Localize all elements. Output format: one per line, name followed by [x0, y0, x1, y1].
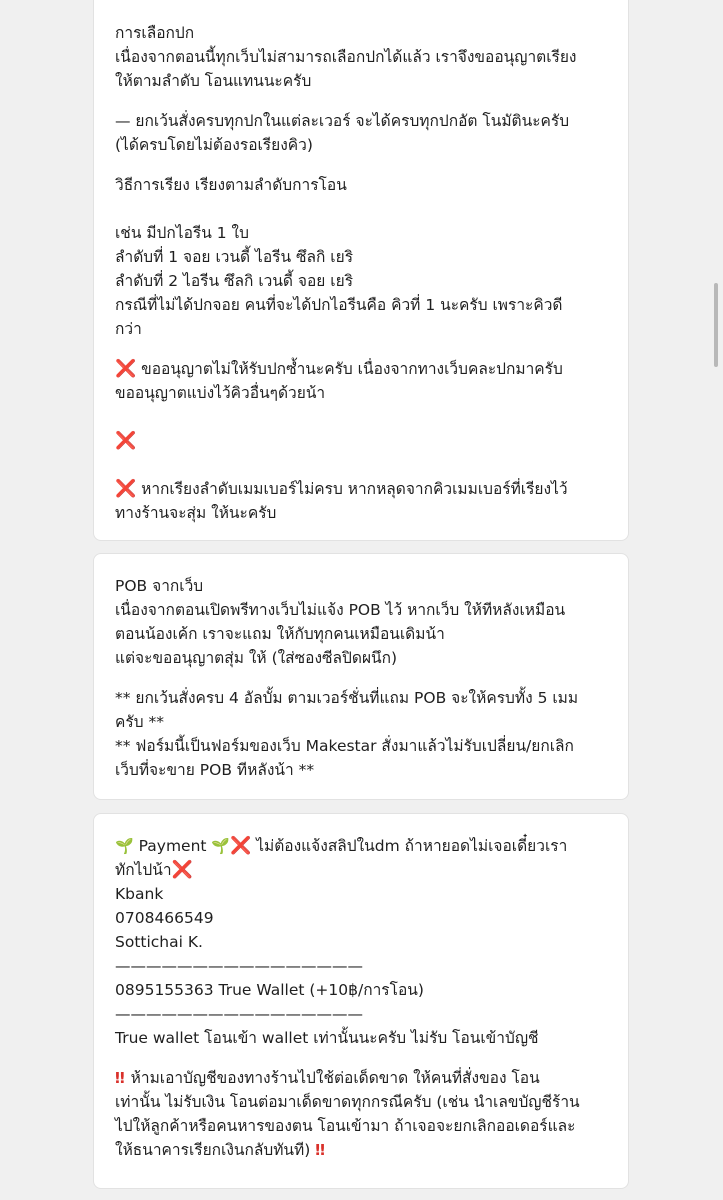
- cross-mark-icon: ❌: [115, 479, 137, 499]
- bank-name: Kbank: [115, 885, 164, 903]
- text-line: ให้ตามลำดับ โอนแทนนะครับ: [115, 72, 312, 90]
- text-line: ❌ ขออนุญาตไม่ให้รับปกซ้ำนะครับ เนื่องจากทางเว็บคละปกมาครับ: [115, 359, 563, 379]
- divider-line: ————————————————: [115, 957, 363, 975]
- text-line: กรณีที่ไม่ได้ปกจอย คนที่จะได้ปกไอรีนคือ คิวที่ 1 นะครับ เพราะคิวดี: [115, 296, 563, 314]
- double-exclamation-icon: ‼: [315, 1141, 322, 1159]
- cross-mark-icon: ❌: [230, 836, 252, 856]
- text-line: เนื่องจากตอนนี้ทุกเว็บไม่สามารถเลือกปกได้แล้ว เราจึงขออนุญาตเรียง: [115, 48, 577, 66]
- card-pob: [93, 553, 629, 800]
- cross-mark-icon: ❌: [115, 431, 137, 451]
- seedling-icon: 🌱: [115, 837, 134, 855]
- text-line: ** ฟอร์มนี้เป็นฟอร์มของเว็บ Makestar สั่งมาแล้วไม่รับเปลี่ยน/ยกเลิก: [115, 737, 574, 755]
- text-line: (ได้ครบโดยไม่ต้องรอเรียงคิว): [115, 136, 313, 154]
- double-exclamation-icon: ‼: [115, 1069, 122, 1087]
- text-line: วิธีการเรียง เรียงตามลำดับการโอน: [115, 176, 347, 194]
- text-line: ตอนน้องเค้ก เราจะแถม ให้กับทุกคนเหมือนเดิมน้า: [115, 625, 445, 643]
- cross-mark-icon: ❌: [171, 860, 193, 880]
- text-line: ทางร้านจะสุ่ม ให้นะครับ: [115, 504, 277, 522]
- text-line: ทักไปน้า❌: [115, 860, 193, 880]
- scrollbar-thumb[interactable]: [714, 283, 718, 367]
- text-line: ** ยกเว้นสั่งครบ 4 อัลบั้ม ตามเวอร์ชั่นที่แถม POB จะให้ครบทั้ง 5 เมม: [115, 689, 579, 707]
- text-line: ครับ **: [115, 713, 164, 731]
- payment-label: Payment: [138, 837, 207, 855]
- account-number: 0708466549: [115, 909, 214, 927]
- text-line: ลำดับที่ 1 จอย เวนดี้ ไอรีน ซึลกิ เยริ: [115, 248, 354, 266]
- cross-mark-icon: ❌: [115, 359, 137, 379]
- text-line: แต่จะขออนุญาตสุ่ม ให้ (ใส่ซองซีลปิดผนึก): [115, 649, 398, 667]
- text-line: กว่า: [115, 320, 142, 338]
- text-line: เนื่องจากตอนเปิดพรีทางเว็บไม่แจ้ง POB ไว้ หากเว็บ ให้ทีหลังเหมือน: [115, 601, 566, 619]
- text-line: เช่น มีปกไอรีน 1 ใบ: [115, 224, 249, 242]
- section-title: POB จากเว็บ: [115, 577, 204, 595]
- text-line: [115, 429, 608, 453]
- text-line: ❌ หากเรียงลำดับเมมเบอร์ไม่ครบ หากหลุดจากคิวเมมเบอร์ที่เรียงไว้: [115, 479, 568, 499]
- text-line: — ยกเว้นสั่งครบทุกปกในแต่ละเวอร์ จะได้ครบทุกปกอัต โนมัตินะครับ: [115, 112, 570, 130]
- payment-note: ไม่ต้องแจ้งสลิปในdm ถ้าหายอดไม่เจอเดี๋ยวเรา: [256, 837, 568, 855]
- warning-line: ‼ ห้ามเอาบัญชีของทางร้านไปใช้ต่อเด็ดขาด ให้คนที่สั่งของ โอน: [115, 1069, 540, 1087]
- wallet-number: 0895155363 True Wallet (+10฿/การโอน): [115, 981, 424, 999]
- card-payment: [93, 813, 629, 1189]
- text-line: ขออนุญาตแบ่งไว้คิวอื่นๆด้วยน้า: [115, 384, 326, 402]
- warning-line: เท่านั้น ไม่รับเงิน โอนต่อมาเด็ดขาดทุกกรณีครับ (เช่น นำเลขบัญชีร้าน: [115, 1093, 580, 1111]
- seedling-icon: 🌱: [211, 837, 231, 855]
- payment-header: [115, 834, 608, 858]
- section-title: การเลือกปก: [115, 24, 195, 42]
- card-cover-selection: [93, 0, 629, 541]
- warning-line: ไปให้ลูกค้าหรือคนหารของตน โอนเข้ามา ถ้าเจอจะยกเลิกออเดอร์และ: [115, 1117, 576, 1135]
- account-name: Sottichai K.: [115, 933, 203, 951]
- wallet-note: True wallet โอนเข้า wallet เท่านั้นนะครับ ไม่รับ โอนเข้าบัญชี: [115, 1029, 539, 1047]
- text-line: ลำดับที่ 2 ไอรีน ซึลกิ เวนดี้ จอย เยริ: [115, 272, 354, 290]
- text-line: เว็บที่จะขาย POB ทีหลังน้า **: [115, 761, 315, 779]
- divider-line: ————————————————: [115, 1005, 363, 1023]
- warning-line: ให้ธนาคารเรียกเงินกลับทันที) ‼: [115, 1141, 322, 1159]
